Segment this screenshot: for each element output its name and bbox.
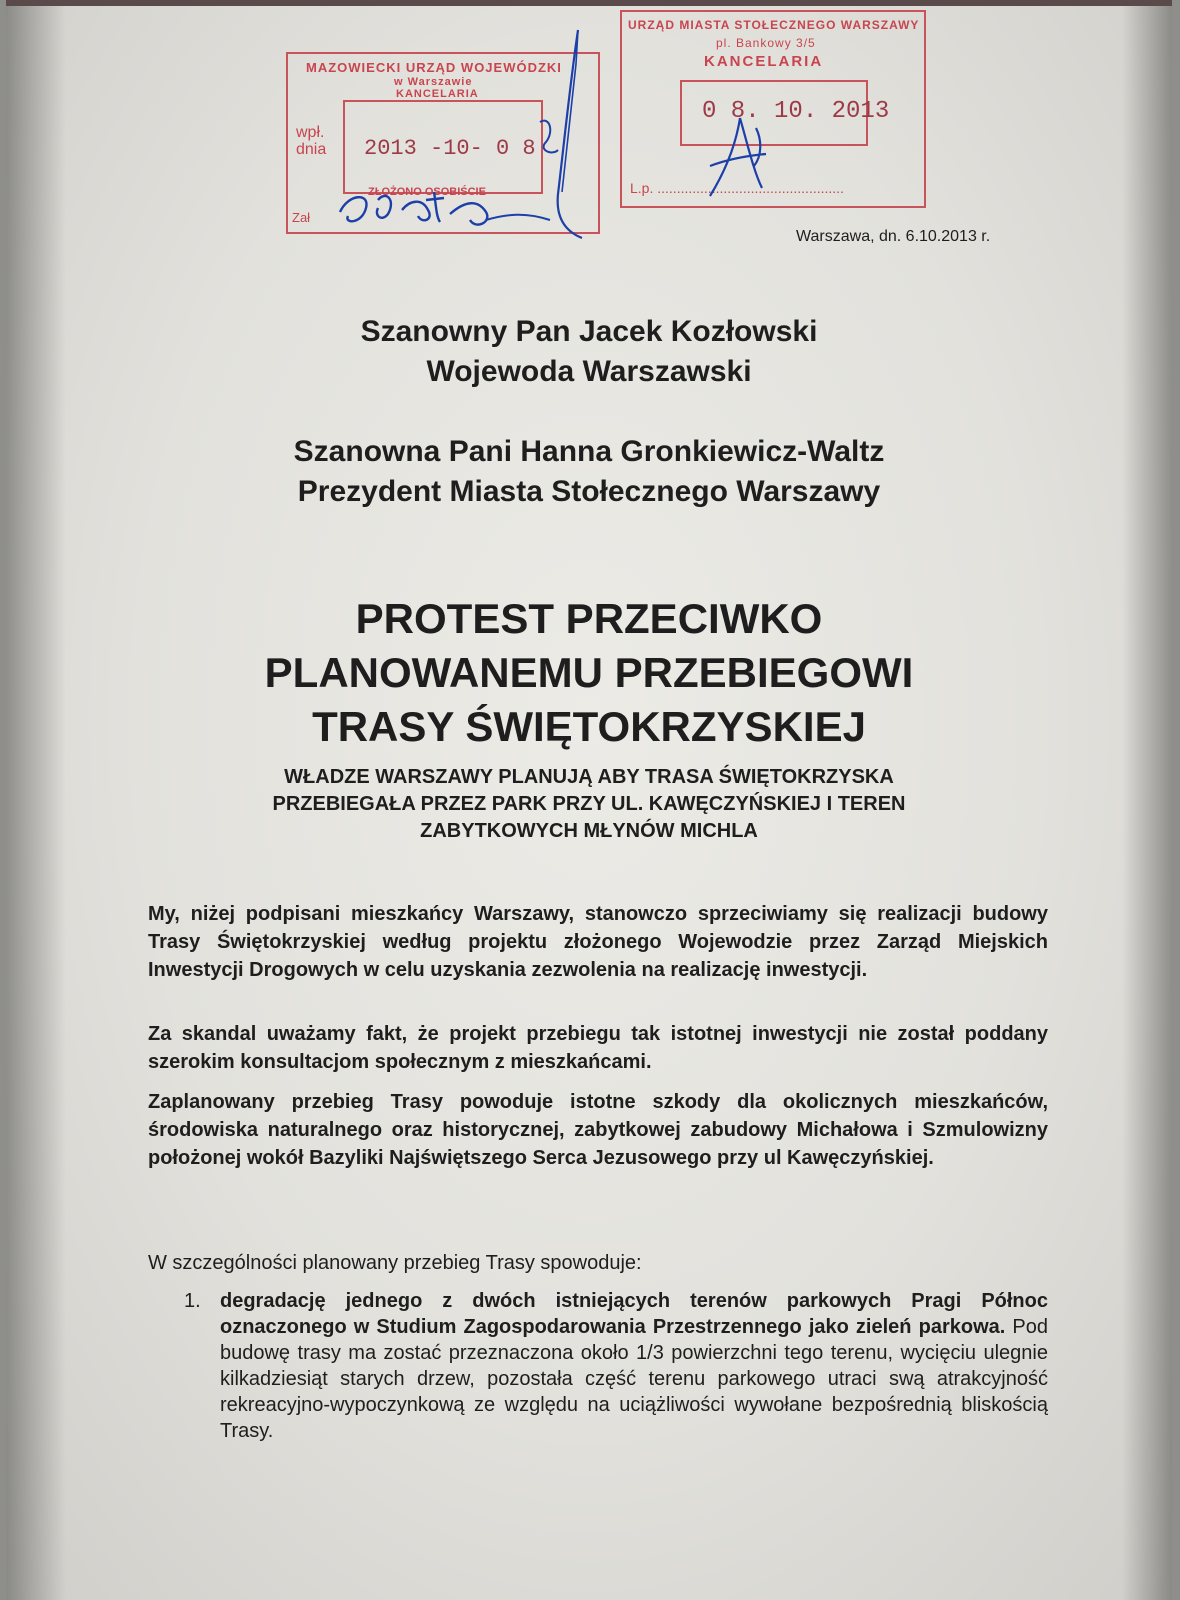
addressee-voivode [6,312,1172,392]
stamp-header: URZĄD MIASTA STOŁECZNEGO WARSZAWY [628,18,920,32]
paragraph-damages: Zaplanowany przebieg Trasy powoduje istotne szkody dla okolicznych mieszkańców, środowiska naturalnego oraz historycznej, zabytkowej zabudowy Michałowa i Szmulowizny położonej wokół Bazyliki Najświętszego Serca Jezusowego przy ul Kawęczyńskiej. [148,1091,1048,1169]
stamp-received-label: wpł. dnia [296,124,327,158]
paragraph-consultation: Za skandal uważamy fakt, że projekt przebiegu tak istotnej inwestycji nie został poddany szerokim konsultacjom społecznym z mieszkańcami. [148,1023,1048,1073]
paragraph-objection: My, niżej podpisani mieszkańcy Warszawy, stanowczo sprzeciwiamy się realizacji budowy Trasy Świętokrzyskiej według projektu złożonego Wojewodzie przez Zarząd Miejskich Inwestycji Drogowych w celu uzyskania zezwolenia na realizację inwestycji. [148,903,1048,981]
addressee-name: Szanowny Pan Jacek Kozłowski [360,315,818,348]
stamp-received-date: 2013 -10- 0 8 [364,136,536,161]
scan-top-edge [6,0,1172,6]
list-item-bold: degradację jednego z dwóch istniejących terenów parkowych Pragi Północ oznaczonego w Studium Zagospodarowania Przestrzennego jako zieleń parkowa. [220,1290,1048,1338]
stamp-office: KANCELARIA [704,53,824,70]
list-item-number: 1. [184,1290,201,1312]
list-item-rest: Pod budowę trasy ma zostać przeznaczona około 1/3 powierzchni tego terenu, wycięciu ulegnie kilkadziesiąt starych drzew, pozostała część terenu parkowego utraci swą atrakcyjność rekreacyjno-wypoczynkową ze względu na uciążliwości wywołane bezpośrednią bliskością Trasy. [220,1316,1048,1442]
voivode-office-stamp [286,52,600,234]
stamp-received-date: 0 8. 10. 2013 [702,98,890,125]
stamp-delivery-note: ZŁOŻONO OSOBIŚCIE [368,186,486,198]
list-intro: W szczególności planowany przebieg Trasy spowoduje: [148,1252,642,1274]
stamp-entry-number: L.p. ................................................ [630,180,844,196]
addressee-position: Wojewoda Warszawski [426,355,752,388]
document-subtitle: WŁADZE WARSZAWY PLANUJĄ ABY TRASA ŚWIĘTOKRZYSKA PRZEBIEGAŁA PRZEZ PARK PRZY UL. KAWĘCZYŃSKIEJ I TEREN ZABYTKOWYCH MŁYNÓW MICHLA [272,766,906,842]
stamp-address: pl. Bankowy 3/5 [716,36,816,50]
stamp-attachments-label: Zał [292,210,311,225]
document-title: PROTEST PRZECIWKO PLANOWANEMU PRZEBIEGOWI TRASY ŚWIĘTOKRZYSKIEJ [264,595,914,750]
city-office-stamp [620,10,926,208]
place-and-date: Warszawa, dn. 6.10.2013 r. [796,228,991,245]
addressee-name: Szanowna Pani Hanna Gronkiewicz-Waltz [293,435,885,468]
list-item-text [220,1288,1048,1444]
stamp-subheader: w Warszawie [394,76,473,88]
document-page [6,0,1172,1600]
addressee-position: Prezydent Miasta Stołecznego Warszawy [297,475,881,508]
addressee-mayor [6,432,1172,512]
stamp-header: MAZOWIECKI URZĄD WOJEWÓDZKI [306,60,562,75]
stamp-office: KANCELARIA [396,88,479,100]
